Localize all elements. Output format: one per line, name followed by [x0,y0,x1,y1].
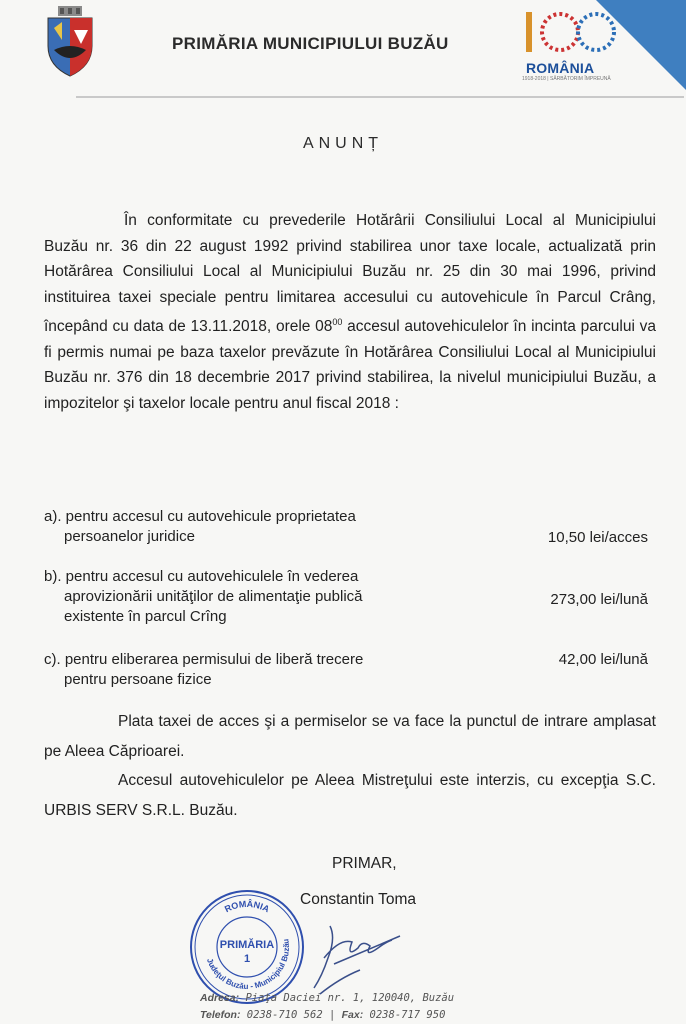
svg-text:ROMÂNIA [223,898,272,915]
payment-note: Plata taxei de acces şi a permiselor se va face la punctul de intrare amplasat pe Aleea Căprioarei. [44,713,656,760]
intro-paragraph [44,208,656,416]
intro-text-1: În conformitate cu prevederile Hotărârii Consiliului Local al Municipiului Buzău nr. 36 din 22 august 1992 privind stabilirea unor taxe locale, actualizată prin Hotărârea Consiliului Local al Municipiului Buzău nr. 25 din 30 mai 1996, privind instituirea taxei speciale pentru limitarea accesului cu autovehicule în Parcul Crâng, începând cu data de 13.11.2018, orele 08 [44,212,656,336]
fee-c-line1: c). pentru eliberarea permisului de liberă trecere [44,651,364,668]
fee-b-line3: existente în parcul Crîng [64,608,227,625]
contact-footer: Adresa: Piaţa Daciei nr. 1, 120040, Buzău Telefon: 0238-710 562 | Fax: 0238-717 950 [200,992,455,1021]
stamp-number: 1 [243,953,251,965]
romania-centenary-logo [520,10,616,80]
stamp-ring: Judeţul Buzău - Municipiul Buzău [204,938,292,992]
fee-c-amount: 42,00 lei/lună [558,651,648,668]
logo-tagline: 1918-2018 | SĂRBĂTORIM ÎMPREUNĂ [522,76,611,82]
fee-a-amount: 10,50 lei/acces [547,529,648,546]
intro-text-2: accesul autovehiculelor în incinta parcului va fi permis numai pe baza taxelor prevăzute în Hotărârea Consiliului Local al Municipiului Buzău nr. 376 din 18 decembrie 2017 privind stabilirea, la nivelul municipiului Buzău, a impozitelor şi taxelor locale pentru anul fiscal 2018 : [44,318,656,412]
signatory-name: Constantin Toma [300,891,417,908]
fee-b-amount: 273,00 lei/lună [550,591,648,608]
fee-b-line1: b). pentru accesul cu autovehiculele în vederea [44,568,359,585]
phone-value: 0238-710 562 [246,1009,323,1021]
fee-b-line2: aprovizionării unităţilor de alimentaţie publică [64,588,363,605]
stamp-top: ROMÂNIA [222,898,272,915]
stamp-center: PRIMĂRIA [219,939,275,951]
letterhead [0,0,686,96]
official-stamp-icon [188,888,306,1006]
signatory-role: PRIMAR, [332,855,397,872]
fax-label: Fax: [341,1009,364,1021]
phone-label: Telefon: [200,1009,241,1021]
fee-a-line2: persoanelor juridice [64,528,195,545]
access-note: Accesul autovehiculelor pe Aleea Mistreţului este interzis, cu excepţia S.C. URBIS SERV S.R.L. Buzău. [44,772,656,819]
page-title: ANUNȚ [302,135,384,152]
address-value: Piaţa Daciei nr. 1, 120040, Buzău [245,992,455,1004]
city-crest-icon [44,6,96,78]
centenary-100-icon [520,10,616,56]
address-label: Adresa: [200,992,240,1004]
header-divider [76,96,684,98]
fee-c-line2: pentru persoane fizice [64,671,212,688]
institution-name: PRIMĂRIA MUNICIPIULUI BUZĂU [172,34,449,53]
logo-country: ROMÂNIA [526,60,595,76]
fee-a-line1: a). pentru accesul cu autovehicule proprietatea [44,508,356,525]
fax-value: 0238-717 950 [369,1009,446,1021]
intro-sup: 00 [332,317,343,327]
